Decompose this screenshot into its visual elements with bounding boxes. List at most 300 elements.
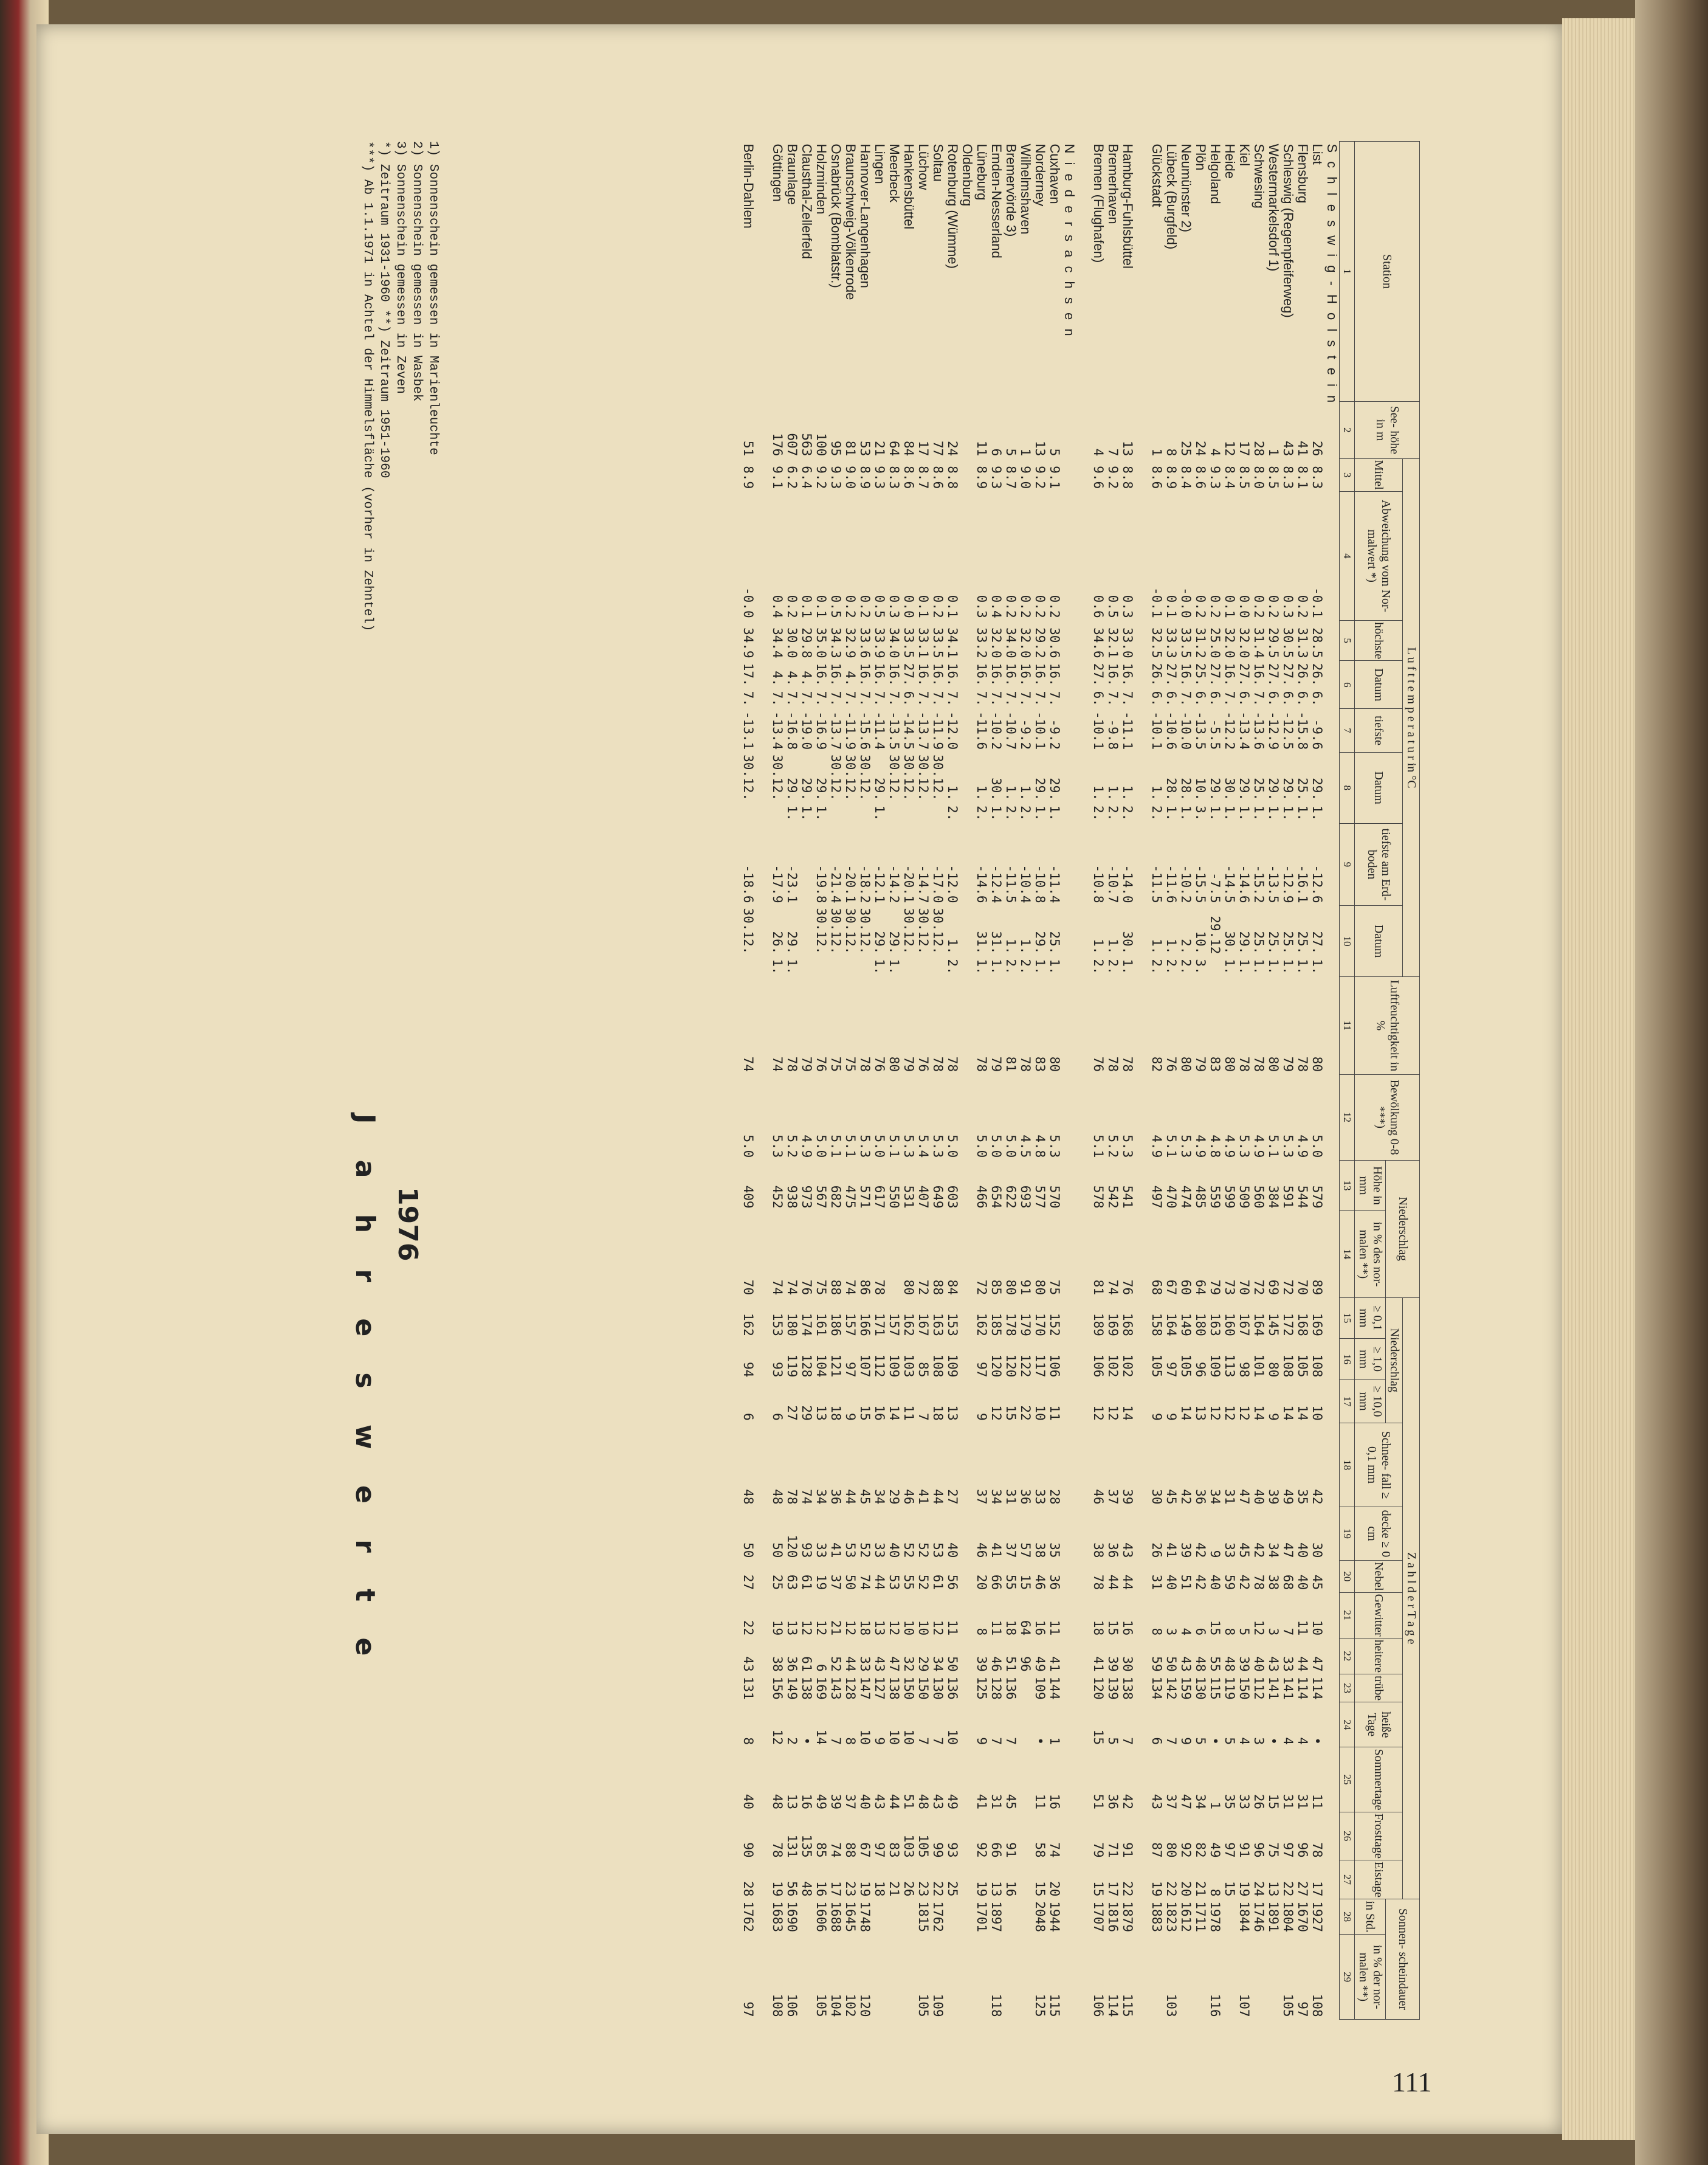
table-cell: 43 xyxy=(872,1794,887,1810)
table-cell: 4 xyxy=(1091,448,1106,457)
table-cell: 29. xyxy=(872,778,887,801)
table-cell: 1823 xyxy=(1164,1901,1179,1932)
table-cell: 16. xyxy=(1047,663,1062,686)
table-cell: 1944 xyxy=(1047,1901,1062,1932)
table-row xyxy=(872,142,887,2020)
table-row xyxy=(916,142,931,2020)
station-name: Lüchow xyxy=(916,143,932,190)
table-cell: 17 xyxy=(916,440,931,457)
table-cell: 466 xyxy=(974,1185,990,1209)
table-cell: 9.3 xyxy=(828,466,844,489)
table-cell xyxy=(887,803,901,823)
table-row xyxy=(1033,142,1047,2020)
table-cell: 4. xyxy=(799,671,814,686)
table-cell: 80 xyxy=(1033,1279,1048,1296)
table-cell: 34 xyxy=(989,1489,1004,1505)
table-cell xyxy=(960,1812,974,1860)
table-cell: 5.1 xyxy=(1091,1134,1106,1158)
station-name: Braunlage xyxy=(785,143,801,205)
col-tiefste: tiefste xyxy=(1355,709,1403,752)
table-cell: 682 xyxy=(828,1185,844,1209)
table-cell: • xyxy=(1208,1737,1223,1745)
table-cell: 45 xyxy=(1310,1574,1325,1590)
table-cell: • xyxy=(1266,1737,1281,1745)
table-cell: 131 xyxy=(741,1676,756,1700)
table-cell: 115 xyxy=(1047,1994,1062,2017)
table-cell: -10.1 xyxy=(1033,711,1048,750)
table-cell: 20 xyxy=(1047,1881,1062,1897)
station-name: Emden-Nesserland xyxy=(989,143,1005,258)
table-cell xyxy=(1193,1935,1208,2020)
table-cell: 96 xyxy=(1295,1842,1310,1858)
table-cell: -0.1 xyxy=(1310,587,1325,618)
table-cell: 51 xyxy=(1004,1656,1019,1672)
table-cell: 13 xyxy=(872,1620,887,1636)
table-cell: 36 xyxy=(828,1489,844,1505)
table-cell: 41 xyxy=(1047,1656,1062,1672)
table-cell: 108 xyxy=(931,1354,946,1378)
table-cell: 33 xyxy=(1237,1794,1252,1810)
table-cell: 164 xyxy=(1252,1313,1267,1336)
table-cell: 36 xyxy=(785,1656,800,1672)
table-cell: 7 xyxy=(1120,1737,1135,1745)
table-cell: 27 xyxy=(945,1489,960,1505)
table-cell xyxy=(931,803,945,823)
table-cell: 622 xyxy=(1004,1185,1019,1209)
table-cell: 33.1 xyxy=(916,627,931,658)
station-name: Glückstadt xyxy=(1149,143,1165,207)
table-cell: 26 xyxy=(1310,440,1325,457)
table-cell: 5.0 xyxy=(814,1134,829,1158)
table-cell: 34.1 xyxy=(945,627,960,658)
table-cell: 7 xyxy=(1004,1737,1019,1745)
table-cell: 15 xyxy=(1106,1620,1121,1636)
table-cell xyxy=(887,1935,901,2020)
table-cell: 550 xyxy=(887,1185,902,1209)
table-cell: 24 xyxy=(945,440,960,457)
table-cell: 35 xyxy=(1047,1542,1062,1558)
table-cell: 1. xyxy=(1149,939,1165,955)
table-cell xyxy=(960,621,974,661)
table-cell xyxy=(960,1860,974,1899)
page-title: J a h r e s w e r t e xyxy=(350,1114,381,1670)
table-cell: 8.4 xyxy=(1179,466,1194,489)
table-cell: 1701 xyxy=(974,1901,990,1932)
table-cell: 152 xyxy=(1047,1313,1062,1336)
table-cell xyxy=(858,803,872,823)
table-cell: 4 xyxy=(1208,448,1223,457)
table-cell: 30 xyxy=(1149,1489,1165,1505)
table-cell: 2. xyxy=(1018,806,1033,821)
table-cell: 55 xyxy=(1208,1656,1223,1672)
group-gap xyxy=(756,142,770,2020)
table-cell: 53 xyxy=(931,1542,946,1558)
table-cell: 91 xyxy=(1120,1842,1135,1858)
table-cell: 7 xyxy=(916,1413,931,1421)
table-cell: 33.9 xyxy=(872,627,887,658)
table-cell: 1 xyxy=(1047,1737,1062,1745)
table-cell: 60 xyxy=(1179,1279,1194,1296)
table-cell: 49 xyxy=(1281,1489,1296,1505)
table-cell: 74 xyxy=(770,1279,785,1296)
table-cell: 119 xyxy=(1222,1676,1238,1700)
table-cell: 7. xyxy=(1106,691,1121,706)
table-cell: 9.3 xyxy=(989,466,1004,489)
table-cell: 4 xyxy=(1237,1737,1252,1745)
table-cell xyxy=(960,402,974,459)
table-cell: 135 xyxy=(799,1834,814,1858)
table-cell: -10.1 xyxy=(1091,711,1106,750)
table-cell: -11.5 xyxy=(1149,865,1165,903)
table-cell: 48 xyxy=(741,1489,756,1505)
table-cell: 12 xyxy=(814,1620,829,1636)
table-cell: 30. xyxy=(989,778,1004,801)
table-cell: 134 xyxy=(1149,1676,1165,1700)
table-cell: 158 xyxy=(1149,1313,1165,1336)
table-cell: 33 xyxy=(858,1656,873,1672)
table-cell: 6. xyxy=(1149,691,1165,706)
table-cell: -0.0 xyxy=(1179,587,1194,618)
table-cell: 30.12. xyxy=(828,754,844,801)
table-cell: 46 xyxy=(989,1656,1004,1672)
table-cell: 13 xyxy=(785,1620,800,1636)
table-cell: 40 xyxy=(1164,1574,1179,1590)
table-cell: 6. xyxy=(1208,691,1223,706)
table-cell: 145 xyxy=(1266,1313,1281,1336)
table-cell: 5.3 xyxy=(1120,1134,1135,1158)
table-cell: 27 xyxy=(785,1405,800,1421)
table-cell: 32.0 xyxy=(1237,627,1252,658)
table-cell: 80 xyxy=(1004,1279,1019,1296)
group-gap xyxy=(1076,142,1091,2020)
table-cell: 27. xyxy=(1208,663,1223,686)
table-cell: 33.0 xyxy=(1120,627,1135,658)
table-cell: -15.5 xyxy=(1193,865,1208,903)
station-name: Bremervörde 3) xyxy=(1004,143,1019,237)
table-cell xyxy=(960,491,974,620)
table-cell: 5 xyxy=(1004,448,1019,457)
table-cell: 79 xyxy=(989,1056,1004,1072)
table-cell: 153 xyxy=(945,1313,960,1336)
table-cell: 1. xyxy=(814,806,829,821)
column-number: 16 xyxy=(1340,1339,1355,1380)
table-cell: 130 xyxy=(931,1676,946,1700)
table-cell xyxy=(887,1899,901,1935)
table-cell: 128 xyxy=(843,1676,858,1700)
table-cell: 0.4 xyxy=(989,595,1004,618)
table-cell: 7 xyxy=(931,1737,946,1745)
table-cell: 0.5 xyxy=(872,595,887,618)
footnotes xyxy=(359,141,441,632)
table-cell: 12 xyxy=(1222,1405,1238,1421)
table-cell: 119 xyxy=(785,1354,800,1378)
table-cell: 164 xyxy=(1164,1313,1179,1336)
table-row xyxy=(974,142,989,2020)
table-cell: 166 xyxy=(858,1313,873,1336)
table-cell: 108 xyxy=(1281,1354,1296,1378)
table-cell: 407 xyxy=(916,1185,931,1209)
table-cell: 8.6 xyxy=(1193,466,1208,489)
table-cell: 77 xyxy=(931,440,946,457)
table-cell: 1. xyxy=(1149,785,1165,801)
table-cell: 22 xyxy=(1120,1881,1135,1897)
table-cell: -13.5 xyxy=(1193,711,1208,750)
table-cell: -10.8 xyxy=(1091,865,1106,903)
table-cell: 15 xyxy=(1222,1881,1238,1897)
col-n01: ≥ 0,1 mm xyxy=(1355,1297,1386,1339)
table-cell: 28. xyxy=(1164,778,1179,801)
station-name: Norderney xyxy=(1033,143,1049,207)
table-cell: 128 xyxy=(989,1676,1004,1700)
table-row xyxy=(1149,142,1164,2020)
station-name: Lüneburg xyxy=(974,143,990,201)
table-cell: 11 xyxy=(945,1620,960,1636)
table-cell xyxy=(960,1423,974,1507)
table-cell: 18 xyxy=(872,1881,887,1897)
table-cell: -10.2 xyxy=(989,711,1004,750)
table-cell: 171 xyxy=(872,1313,887,1336)
table-cell: 74 xyxy=(799,1489,814,1505)
table-cell: 56 xyxy=(785,1881,800,1897)
table-cell: 33.5 xyxy=(901,627,917,658)
table-cell: -11.4 xyxy=(872,711,887,750)
table-cell: 112 xyxy=(1252,1676,1267,1700)
table-cell: 78 xyxy=(785,1056,800,1072)
table-cell: 185 xyxy=(989,1313,1004,1336)
table-cell: 16. xyxy=(945,663,960,686)
table-cell: 14 xyxy=(1281,1405,1296,1421)
table-cell: 14 xyxy=(887,1405,902,1421)
table-cell: 86 xyxy=(858,1279,873,1296)
table-cell: 105 xyxy=(1179,1354,1194,1378)
table-cell: 68 xyxy=(1281,1574,1296,1590)
table-cell: 61 xyxy=(799,1574,814,1590)
table-cell: 5.3 xyxy=(770,1134,785,1158)
table-cell: 102 xyxy=(1120,1354,1135,1378)
table-cell: 2. xyxy=(1120,806,1135,821)
table-cell: 26 xyxy=(1252,1794,1267,1810)
table-cell: 18 xyxy=(931,1405,946,1421)
table-cell: 1688 xyxy=(828,1901,844,1932)
table-row xyxy=(1091,142,1106,2020)
table-cell: 9 xyxy=(1149,1413,1165,1421)
table-cell: 25. xyxy=(1252,931,1267,955)
table-cell: 97 xyxy=(974,1362,990,1378)
table-cell: 4.8 xyxy=(1033,1134,1048,1158)
table-cell xyxy=(960,1592,974,1638)
table-cell: -17.9 xyxy=(770,865,785,903)
table-cell: 80 xyxy=(1266,1362,1281,1378)
table-cell: 106 xyxy=(1047,1354,1062,1378)
table-cell: 13 xyxy=(1033,440,1048,457)
table-cell: 1879 xyxy=(1120,1901,1135,1932)
table-cell: 20 xyxy=(974,1574,990,1590)
table-cell: 97 xyxy=(872,1842,887,1858)
table-cell: 160 xyxy=(1222,1313,1238,1336)
table-cell: 46 xyxy=(1033,1574,1048,1590)
table-cell: 9 xyxy=(974,1737,990,1745)
table-cell: 16. xyxy=(974,663,990,686)
table-cell: 0.1 xyxy=(945,595,960,618)
table-cell: 25. xyxy=(1266,931,1281,955)
table-cell: 38 xyxy=(1033,1542,1048,1558)
page-number: 111 xyxy=(1392,2067,1432,2098)
table-cell: 3 xyxy=(1164,1628,1179,1636)
table-cell: 15 xyxy=(1033,1881,1048,1897)
table-cell: 617 xyxy=(872,1185,887,1209)
table-cell: 83 xyxy=(887,1842,902,1858)
table-cell: 28. xyxy=(1179,778,1194,801)
table-cell: 108 xyxy=(1310,1354,1325,1378)
table-cell: 33.5 xyxy=(1179,627,1194,658)
table-cell: 74 xyxy=(843,1279,858,1296)
col-nied-tage: Niederschlag xyxy=(1386,1297,1403,1423)
table-cell: 13 xyxy=(989,1881,1004,1897)
table-cell: 66 xyxy=(989,1842,1004,1858)
table-cell: 78 xyxy=(770,1842,785,1858)
table-cell: 2. xyxy=(1004,959,1019,975)
table-cell: 29. xyxy=(785,931,800,955)
table-cell xyxy=(843,956,858,976)
table-cell: 4. xyxy=(770,671,785,686)
table-cell: 180 xyxy=(785,1313,800,1336)
table-cell: 8.1 xyxy=(1295,466,1310,489)
table-cell: 5.1 xyxy=(843,1134,858,1158)
table-cell: 27. xyxy=(1266,663,1281,686)
table-cell: 8.6 xyxy=(931,466,946,489)
table-cell: 30.12. xyxy=(916,908,931,955)
table-cell xyxy=(960,1379,974,1423)
station-name: List xyxy=(1310,143,1326,165)
station-name: Hannover-Langenhagen xyxy=(858,143,873,288)
table-cell: -10.1 xyxy=(1149,711,1165,750)
table-cell: 25. xyxy=(1281,931,1296,955)
col-sonne-std: in Std. xyxy=(1355,1899,1386,1935)
table-cell: 0.3 xyxy=(887,595,902,618)
table-cell: 16. xyxy=(828,663,844,686)
table-cell: 0.2 xyxy=(1033,595,1048,618)
table-cell: 78 xyxy=(1120,1056,1135,1072)
table-cell: -13.6 xyxy=(1252,711,1267,750)
table-cell: 24 xyxy=(1252,1881,1267,1897)
table-cell: 93 xyxy=(945,1842,960,1858)
table-cell: 47 xyxy=(1179,1794,1194,1810)
group-header-row xyxy=(1324,142,1340,2020)
table-cell: 8.7 xyxy=(916,466,931,489)
table-cell: 150 xyxy=(1237,1676,1252,1700)
table-cell: 7. xyxy=(770,691,785,706)
table-cell: 25. xyxy=(1252,778,1267,801)
table-cell: 39 xyxy=(974,1656,990,1672)
table-cell: 48 xyxy=(1222,1656,1238,1672)
col-heitere: heitere xyxy=(1355,1638,1403,1674)
column-number: 25 xyxy=(1340,1747,1355,1812)
table-cell xyxy=(960,1074,974,1160)
table-cell: 8.6 xyxy=(1149,466,1165,489)
col-luft-header: L u f t t e m p e r a t u r in °C xyxy=(1403,458,1420,976)
table-row xyxy=(1164,142,1179,2020)
table-cell: 31. xyxy=(974,931,990,955)
table-cell: 19 xyxy=(1237,1881,1252,1897)
table-cell: 12 xyxy=(843,1620,858,1636)
table-cell: 0.6 xyxy=(1091,595,1106,618)
table-cell: 14 xyxy=(1252,1405,1267,1421)
table-cell: 97 xyxy=(1164,1362,1179,1378)
table-cell: 1748 xyxy=(858,1901,873,1932)
table-cell: 50 xyxy=(770,1542,785,1558)
table-cell: 17. xyxy=(741,663,756,686)
table-cell xyxy=(1018,1860,1033,1899)
table-cell: 43 xyxy=(1179,1656,1194,1672)
table-cell xyxy=(931,956,945,976)
table-cell: 34.3 xyxy=(828,627,844,658)
station-name: Meerbeck xyxy=(887,143,903,203)
table-cell: 49 xyxy=(945,1794,960,1810)
table-cell: 74 xyxy=(1047,1842,1062,1858)
table-cell: 28 xyxy=(1047,1489,1062,1505)
table-cell: -10.7 xyxy=(1106,865,1121,903)
table-cell xyxy=(960,709,974,752)
table-cell: 97 xyxy=(1281,1842,1296,1858)
table-cell xyxy=(799,956,814,976)
table-cell: 9.2 xyxy=(1106,466,1121,489)
table-cell: 16. xyxy=(887,663,902,686)
table-cell: 39 xyxy=(1120,1489,1135,1505)
table-cell: 1. xyxy=(1281,806,1296,821)
table-cell: -18.6 xyxy=(741,865,756,903)
table-cell: -0.0 xyxy=(741,587,756,618)
table-cell: 91 xyxy=(1237,1842,1252,1858)
table-row xyxy=(1193,142,1208,2020)
table-cell: 64 xyxy=(1018,1620,1033,1636)
table-cell: -9.8 xyxy=(1106,719,1121,750)
table-cell: 125 xyxy=(1033,1994,1048,2017)
table-cell: 5.0 xyxy=(1310,1134,1325,1158)
table-cell: 4 xyxy=(1179,1628,1194,1636)
table-cell: 56 xyxy=(945,1574,960,1590)
table-cell: 12 xyxy=(799,1620,814,1636)
table-cell: -10.6 xyxy=(1164,711,1179,750)
table-cell: 12 xyxy=(1208,1405,1223,1421)
table-cell: 22 xyxy=(1281,1881,1296,1897)
table-cell: 74 xyxy=(828,1842,844,1858)
col-n10: ≥ 1,0 mm xyxy=(1355,1339,1386,1380)
table-cell: 136 xyxy=(1004,1676,1019,1700)
table-cell: 76 xyxy=(916,1056,931,1072)
table-cell xyxy=(1252,1935,1266,2020)
table-cell: 30.12. xyxy=(741,908,756,955)
table-cell: 1. xyxy=(1237,806,1252,821)
table-cell: 44 xyxy=(843,1489,858,1505)
table-cell: 80 xyxy=(887,1056,902,1072)
table-cell: 43 xyxy=(1149,1794,1165,1810)
table-cell: 22 xyxy=(1164,1881,1179,1897)
table-cell: 163 xyxy=(931,1313,946,1336)
table-cell: • xyxy=(1033,1737,1048,1745)
table-cell: 95 xyxy=(828,440,844,457)
table-cell: 6. xyxy=(1237,691,1252,706)
table-cell: 100 xyxy=(814,433,829,457)
table-cell xyxy=(901,1935,916,2020)
table-cell: 33 xyxy=(1033,1489,1048,1505)
table-cell: 43 xyxy=(1266,1656,1281,1672)
table-cell: 55 xyxy=(1004,1574,1019,1590)
table-cell: 156 xyxy=(770,1676,785,1700)
table-cell: 9 xyxy=(843,1413,858,1421)
table-cell: 37 xyxy=(1164,1794,1179,1810)
table-cell: 16. xyxy=(814,663,829,686)
table-cell: 16 xyxy=(799,1794,814,1810)
